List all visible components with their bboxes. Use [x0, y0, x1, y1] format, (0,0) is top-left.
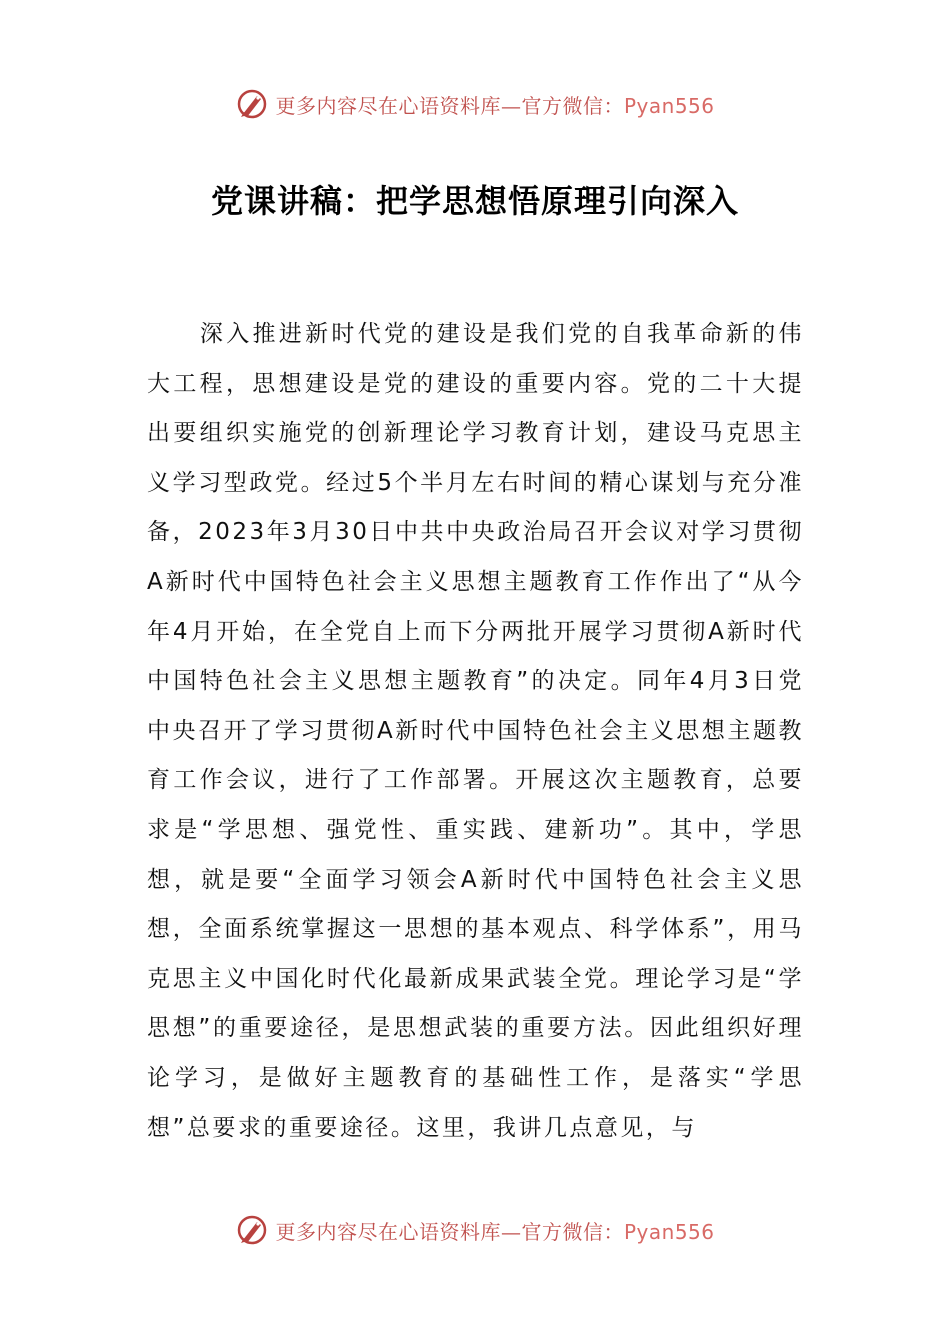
pen-nib-logo-icon [235, 1213, 269, 1247]
footer-wechat-id: Pyan556 [623, 1219, 715, 1244]
header-wechat-id: Pyan556 [623, 93, 715, 118]
header-banner-text: 更多内容尽在心语资料库—官方微信：Pyan556 [275, 93, 715, 118]
footer-banner-text: 更多内容尽在心语资料库—官方微信：Pyan556 [275, 1219, 715, 1244]
footer-banner [0, 1210, 950, 1250]
pen-nib-logo-icon [235, 87, 269, 121]
header-banner [0, 84, 950, 124]
document-title: 党课讲稿：把学思想悟原理引向深入 [210, 182, 739, 220]
body-paragraph: 深入推进新时代党的建设是我们党的自我革命新的伟大工程，思想建设是党的建设的重要内容。党的二十大提出要组织实施党的创新理论学习教育计划，建设马克思主义学习型政党。经过5个半月左右时间的精心谋划与充分准备，2023年3月30日中共中央政治局召开会议对学习贯彻A新时代中国特色社会主义思想主题教育工作作出了“从今年4月开始，在全党自上而下分两批开展学习贯彻A新时代中国特色社会主义思想主题教育”的决定。同年4月3日党中央召开了学习贯彻A新时代中国特色社会主义思想主题教育工作会议，进行了工作部署。开展这次主题教育，总要求是“学思想、强党性、重实践、建新功”。其中，学思想，就是要“全面学习领会A新时代中国特色社会主义思想，全面系统掌握这一思想的基本观点、科学体系”，用马克思主义中国化时代化最新成果武装全党。理论学习是“学思想”的重要途径，是思想武装的重要方法。因此组织好理论学习，是做好主题教育的基础性工作，是落实“学思想”总要求的重要途径。这里，我讲几点意见，与 [147, 321, 804, 1141]
